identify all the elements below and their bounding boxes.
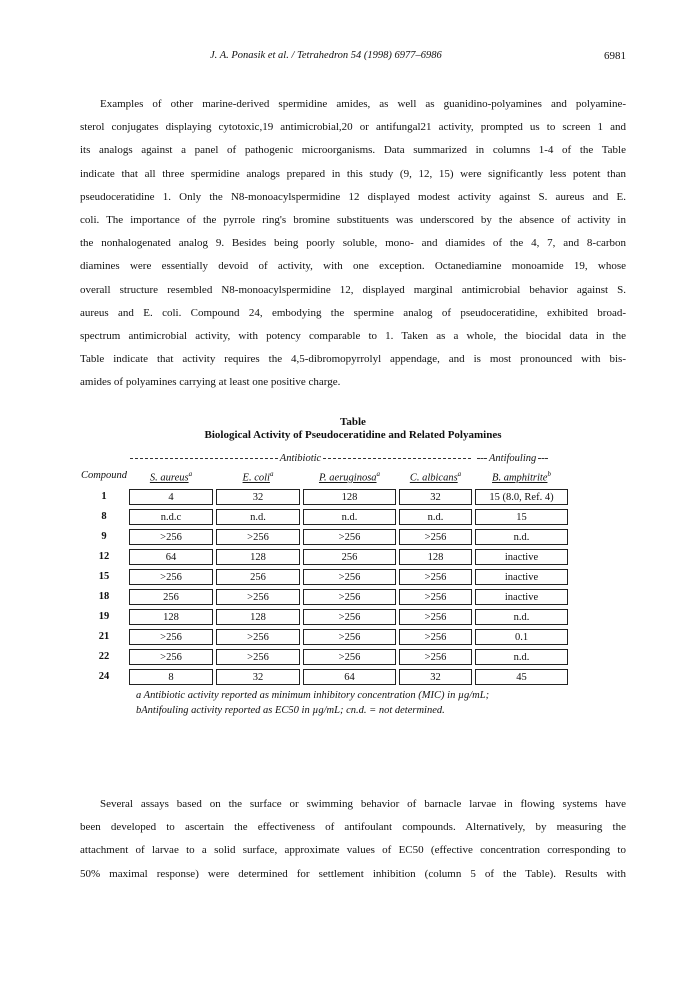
paragraph-line: diamines were essentially devoid of activity, with one exception. Octanediamine monoamide 19, whose bbox=[80, 260, 626, 273]
table-row bbox=[80, 588, 640, 608]
b-amphitrite-cell: inactive bbox=[475, 569, 568, 585]
paragraph-line: spectrum antimicrobial activity, with potency comparable to 1. Taken as a whole, the biocidal data in the bbox=[80, 330, 626, 343]
b-amphitrite-cell: 15 (8.0, Ref. 4) bbox=[475, 489, 568, 505]
c-albicans-cell: 32 bbox=[399, 489, 472, 505]
paragraph-line: been developed to ascertain the effectiveness of antifoulant compounds. Alternatively, by measuring the bbox=[80, 821, 626, 834]
table-subtitle: Biological Activity of Pseudoceratidine and Related Polyamines bbox=[204, 429, 502, 441]
s-aureus-cell: >256 bbox=[129, 569, 213, 585]
table-row bbox=[80, 548, 640, 568]
e-coli-cell: 128 bbox=[216, 549, 300, 565]
b-amphitrite-cell: n.d. bbox=[475, 649, 568, 665]
paragraph-line: Table indicate that activity requires the 4,5-dibromopyrrolyl appendage, and is most pronounced with bis- bbox=[80, 353, 626, 366]
table-caption bbox=[80, 416, 626, 442]
compound-cell: 1 bbox=[101, 491, 107, 502]
b-amphitrite-cell: inactive bbox=[475, 549, 568, 565]
paragraph-line: indicate that all three spermidine analogs prepared in this study (9, 12, 15) were significantly less potent than bbox=[80, 167, 626, 180]
table-title: Table bbox=[340, 416, 366, 428]
table-row bbox=[80, 648, 640, 668]
s-aureus-cell: 4 bbox=[129, 489, 213, 505]
table-footnote-1: a Antibiotic activity reported as minimum inhibitory concentration (MIC) in µg/mL; bbox=[136, 690, 490, 701]
s-aureus-cell: 256 bbox=[129, 589, 213, 605]
s-aureus-cell: >256 bbox=[129, 649, 213, 665]
s-aureus-cell: >256 bbox=[129, 529, 213, 545]
e-coli-cell: 32 bbox=[216, 489, 300, 505]
p-aeruginosa-cell: >256 bbox=[303, 569, 396, 585]
paragraph-line: coli. The importance of the pyrrole ring's bromine substituents was underscored by the absence of activity in bbox=[80, 214, 626, 227]
s-aureus-cell: 128 bbox=[129, 609, 213, 625]
header-p-aeruginosa: P. aeruginosa$^a$ bbox=[318, 470, 381, 484]
c-albicans-cell: 32 bbox=[399, 669, 472, 685]
antifouling-group-label: Antifouling bbox=[489, 453, 537, 464]
compound-cell: 15 bbox=[98, 571, 110, 582]
c-albicans-cell: 128 bbox=[399, 549, 472, 565]
c-albicans-cell: n.d. bbox=[399, 509, 472, 525]
p-aeruginosa-cell: 128 bbox=[303, 489, 396, 505]
s-aureus-cell: >256 bbox=[129, 629, 213, 645]
e-coli-cell: >256 bbox=[216, 629, 300, 645]
compound-cell: 21 bbox=[98, 631, 110, 642]
p-aeruginosa-cell: >256 bbox=[303, 529, 396, 545]
p-aeruginosa-cell: >256 bbox=[303, 629, 396, 645]
table-row bbox=[80, 508, 640, 528]
p-aeruginosa-cell: 64 bbox=[303, 669, 396, 685]
paragraph-line: sterol conjugates displaying cytotoxic,19 antimicrobial,20 or antifungal21 activity, prompted us to screen 1 and bbox=[80, 121, 626, 134]
header-c-albicans: C. albicans$^a$ bbox=[409, 470, 462, 484]
c-albicans-cell: >256 bbox=[399, 569, 472, 585]
c-albicans-cell: >256 bbox=[399, 609, 472, 625]
e-coli-cell: 256 bbox=[216, 569, 300, 585]
compound-cell: 18 bbox=[98, 591, 110, 602]
b-amphitrite-cell: 15 bbox=[475, 509, 568, 525]
e-coli-cell: 32 bbox=[216, 669, 300, 685]
table-row bbox=[80, 488, 640, 508]
s-aureus-cell: 8 bbox=[129, 669, 213, 685]
compound-cell: 22 bbox=[98, 651, 110, 662]
table-footnote-2: bAntifouling activity reported as EC50 in µg/mL; cn.d. = not determined. bbox=[136, 705, 445, 716]
paragraph-line: Examples of other marine-derived spermidine amides, as well as guanidino-polyamines and polyamine- bbox=[100, 98, 626, 110]
e-coli-cell: n.d. bbox=[216, 509, 300, 525]
p-aeruginosa-cell: n.d. bbox=[303, 509, 396, 525]
compound-cell: 8 bbox=[101, 511, 107, 522]
c-albicans-cell: >256 bbox=[399, 529, 472, 545]
b-amphitrite-cell: n.d. bbox=[475, 609, 568, 625]
p-aeruginosa-cell: >256 bbox=[303, 589, 396, 605]
e-coli-cell: >256 bbox=[216, 529, 300, 545]
antifouling-group bbox=[477, 453, 559, 464]
table-row bbox=[80, 628, 640, 648]
p-aeruginosa-cell: >256 bbox=[303, 649, 396, 665]
b-amphitrite-cell: n.d. bbox=[475, 529, 568, 545]
paragraph-line: amides of polyamines carrying at least one positive charge. bbox=[80, 376, 341, 389]
paragraph-line: pseudoceratidine 1. Only the N8-monoacylspermidine 12 displayed modest activity against S. aureus and E. bbox=[80, 190, 626, 203]
paragraph-2 bbox=[80, 793, 626, 886]
e-coli-cell: >256 bbox=[216, 649, 300, 665]
compound-cell: 24 bbox=[98, 671, 110, 682]
antibiotic-group bbox=[128, 453, 473, 464]
paragraph-line: aureus and E. coli. Compound 24, embodying the spermine analog of pseudoceratidine, exhibited broad- bbox=[80, 306, 626, 319]
b-amphitrite-cell: inactive bbox=[475, 589, 568, 605]
antibiotic-group-label: Antibiotic bbox=[279, 453, 322, 464]
s-aureus-cell: 64 bbox=[129, 549, 213, 565]
activity-table bbox=[80, 488, 640, 688]
p-aeruginosa-cell: 256 bbox=[303, 549, 396, 565]
page-number: 6981 bbox=[604, 50, 626, 62]
p-aeruginosa-cell: >256 bbox=[303, 609, 396, 625]
compound-cell: 19 bbox=[98, 611, 110, 622]
table-row bbox=[80, 608, 640, 628]
header-s-aureus: S. aureus$^a$ bbox=[149, 470, 193, 484]
b-amphitrite-cell: 0.1 bbox=[475, 629, 568, 645]
header-e-coli: E. coli$^a$ bbox=[242, 470, 274, 484]
paragraph-line: Several assays based on the surface or swimming behavior of barnacle larvae in flowing systems have bbox=[100, 798, 626, 810]
s-aureus-cell: n.d.c bbox=[129, 509, 213, 525]
c-albicans-cell: >256 bbox=[399, 649, 472, 665]
header-compound: Compound bbox=[80, 470, 128, 481]
running-head: J. A. Ponasik et al. / Tetrahedron 54 (1998) 6977–6986 bbox=[210, 50, 442, 61]
table-row bbox=[80, 668, 640, 688]
table-column-headers bbox=[80, 470, 640, 486]
e-coli-cell: 128 bbox=[216, 609, 300, 625]
compound-cell: 9 bbox=[101, 531, 107, 542]
table-row bbox=[80, 568, 640, 588]
paragraph-1 bbox=[80, 93, 626, 395]
b-amphitrite-cell: 45 bbox=[475, 669, 568, 685]
header-b-amphitrite: B. amphitrite$^b$ bbox=[492, 470, 551, 484]
table-row bbox=[80, 528, 640, 548]
paragraph-line: overall structure resembled N8-monoacylspermidine 12, displayed marginal antimicrobial behavior against S. bbox=[80, 283, 626, 296]
c-albicans-cell: >256 bbox=[399, 589, 472, 605]
page-header bbox=[80, 50, 626, 66]
paragraph-line: the nonhalogenated analog 9. Besides being poorly soluble, mono- and diamides of the 4, 7, and 8-carbon bbox=[80, 237, 626, 250]
paragraph-line: its analogs against a panel of pathogenic microorganisms. Data summarized in columns 1-4 of the Table bbox=[80, 144, 626, 157]
e-coli-cell: >256 bbox=[216, 589, 300, 605]
paragraph-line: attachment of larvae to a solid surface, approximate values of EC50 (effective concentration corresponding to bbox=[80, 844, 626, 857]
compound-cell: 12 bbox=[98, 551, 110, 562]
paragraph-line: 50% maximal response) were determined for settlement inhibition (column 5 of the Table). Results with bbox=[80, 867, 626, 880]
c-albicans-cell: >256 bbox=[399, 629, 472, 645]
